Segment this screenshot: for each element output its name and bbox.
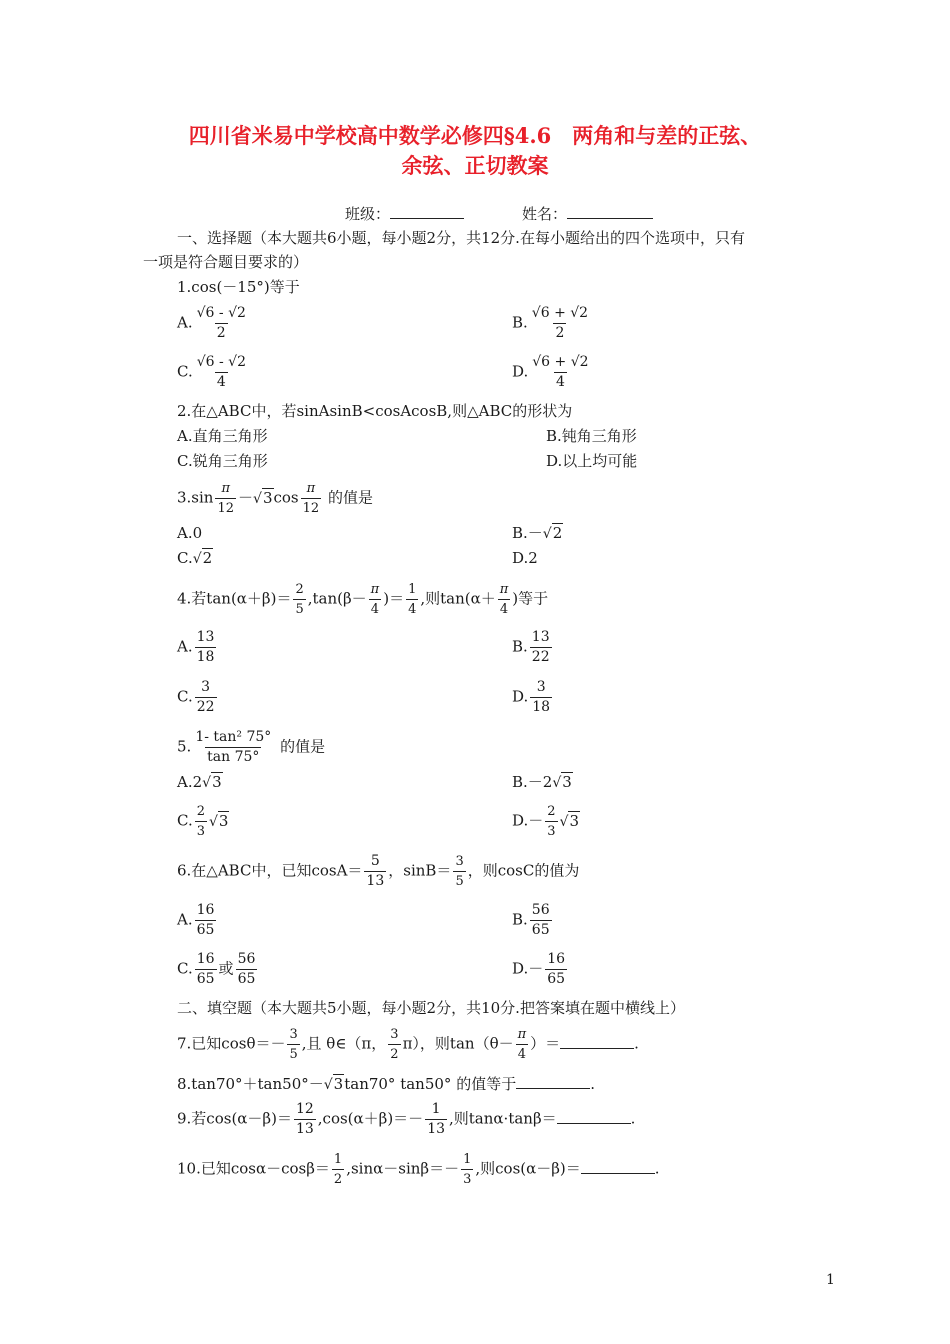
class-label: 班级：: [345, 205, 391, 223]
q1-option-d: [512, 353, 593, 392]
q3-option-a: A.0: [177, 524, 203, 542]
q4-option-d: D. $\frac{3}{18}$: [512, 679, 551, 715]
q1-a-num: √6 - √2: [196, 305, 246, 321]
q3-cos: cos: [273, 488, 299, 507]
q5-option-d: D.－ $\frac{2}{3}$ √3: [512, 804, 580, 839]
q3-f1-num: π: [221, 481, 231, 496]
class-blank[interactable]: [390, 202, 464, 219]
q3-minus: －: [238, 488, 254, 507]
q1-b-label: B.: [512, 313, 528, 332]
q1-d-label: D.: [512, 362, 529, 381]
q1-option-b: [512, 304, 592, 343]
q1-c-den: 4: [216, 374, 226, 390]
q2-option-a: A.直角三角形: [177, 427, 268, 445]
q3-f2-num: π: [306, 481, 316, 496]
q1-c-label: C.: [177, 362, 193, 381]
q1-stem: 1.cos(－15°)等于: [177, 278, 300, 296]
q1-c-num: √6 - √2: [196, 354, 247, 370]
q6-stem: 6.在△ABC中，已知cosA＝ $\frac{5}{13}$ ，sinB＝ $\frac{3}{5}$ ，则cosC的值为: [177, 853, 580, 889]
q3-f2-den: 12: [301, 498, 322, 518]
q5-option-c: C. $\frac{2}{3}$ √3: [177, 804, 229, 839]
q1-a-label: A.: [177, 313, 193, 332]
q3-post: 的值是: [327, 488, 373, 507]
q7-stem: 7.已知cosθ＝－ $\frac{3}{5}$ ,且 θ∈（π， $\frac{3}{2}$ π），则tan（θ－ $\frac{\pi}{4}$ ）＝ .: [177, 1027, 639, 1062]
q1-a-den: 2: [216, 325, 226, 341]
q3-option-c: C.√2: [177, 549, 213, 567]
title-line-2: 余弦、正切教案: [401, 153, 549, 178]
q7-answer-blank[interactable]: [560, 1032, 634, 1049]
name-field: [522, 202, 653, 224]
q6-option-d: D.－ $\frac{16}{65}$: [512, 951, 566, 987]
q2-stem: 2.在△ABC中，若sinAsinB<cosAcosB,则△ABC的形状为: [177, 402, 573, 420]
q5-stem: 5. $\frac{\text{1- tan² 75°}}{\tan 75^\circ}$ 的值是: [177, 729, 326, 765]
q1-option-a: [177, 304, 250, 343]
q4-option-a: A. $\frac{13}{18}$: [177, 629, 215, 665]
q2-option-c: C.锐角三角形: [177, 452, 268, 470]
q3-sin: 3.sin: [177, 488, 214, 507]
title-line-1: 四川省米易中学校高中数学必修四§4.6 两角和与差的正弦、: [188, 123, 762, 148]
class-field: [345, 202, 464, 224]
q3-option-b: B.－√2: [512, 524, 563, 542]
q5-option-b: B.－2√3: [512, 773, 572, 791]
name-blank[interactable]: [567, 202, 653, 219]
q8-answer-blank[interactable]: [516, 1072, 590, 1089]
q4-option-c: C. $\frac{3}{22}$: [177, 679, 215, 715]
q6-option-a: A. $\frac{16}{65}$: [177, 902, 215, 938]
q10-stem: 10.已知cosα－cosβ＝ $\frac{1}{2}$ ,sinα－sinβ＝－ $\frac{1}{3}$ ,则cos(α－β)＝ .: [177, 1152, 660, 1187]
q9-answer-blank[interactable]: [557, 1107, 631, 1124]
q1-b-den: 2: [555, 325, 565, 341]
q1-d-num: √6 + √2: [532, 354, 589, 370]
page-number: 1: [826, 1272, 835, 1288]
q2-option-d: D.以上均可能: [546, 452, 638, 470]
q9-stem: 9.若cos(α－β)＝ $\frac{12}{13}$ ,cos(α＋β)＝－ $\frac{1}{13}$ ,则tanα·tanβ＝ .: [177, 1101, 636, 1137]
q3-sqrt: √3: [253, 488, 273, 507]
q6-option-b: B. $\frac{56}{65}$: [512, 902, 550, 938]
q1-b-num: √6 + √2: [531, 305, 589, 321]
name-label: 姓名：: [522, 205, 568, 223]
q3-stem: [177, 479, 373, 518]
q1-d-den: 4: [555, 374, 565, 390]
section1-intro-2: 一项是符合题目要求的）: [143, 253, 309, 271]
q5-option-a: A.2√3: [177, 773, 222, 791]
q3-f1-den: 12: [215, 498, 236, 518]
q4-stem: 4.若tan(α＋β)＝ $\frac{2}{5}$ ,tan(β－ $\frac{\pi}{4}$ )＝ $\frac{1}{4}$ ,则tan(α＋ $\frac{\pi}{4}$ )等于: [177, 582, 549, 617]
q1-option-c: [177, 353, 250, 392]
section1-intro-1: 一、选择题（本大题共6小题，每小题2分，共12分.在每小题给出的四个选项中，只有: [177, 229, 745, 247]
q4-option-b: B. $\frac{13}{22}$: [512, 629, 550, 665]
q8-stem: 8.tan70°＋tan50°－√3tan70° tan50° 的值等于 .: [177, 1072, 595, 1095]
section2-intro: 二、填空题（本大题共5小题，每小题2分，共10分.把答案填在题中横线上）: [177, 999, 685, 1017]
q6-option-c: C. $\frac{16}{65}$ 或 $\frac{56}{65}$: [177, 951, 256, 987]
q3-option-d: D.2: [512, 549, 538, 567]
q2-option-b: B.钝角三角形: [546, 427, 637, 445]
q10-answer-blank[interactable]: [581, 1157, 655, 1174]
